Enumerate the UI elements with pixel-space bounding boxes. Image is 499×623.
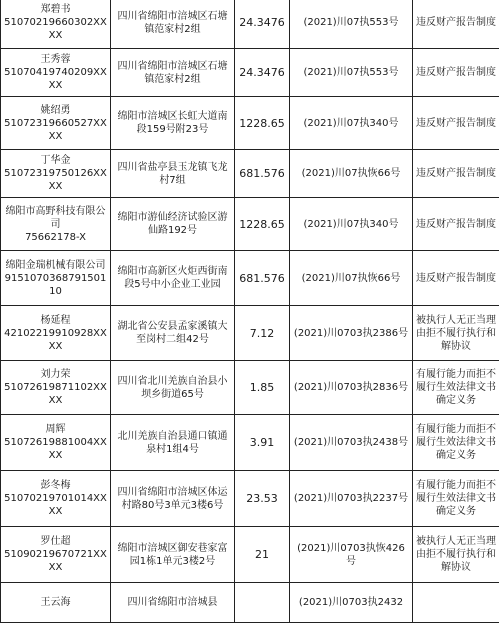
address-cell: 四川省绵阳市涪城区体运村路80号3单元3楼6号 bbox=[111, 471, 235, 527]
reason-cell bbox=[413, 583, 499, 623]
reason-cell: 违反财产报告制度 bbox=[413, 97, 499, 150]
table-row bbox=[1, 361, 499, 415]
reason-cell: 有履行能力而拒不履行生效法律文书确定义务 bbox=[413, 471, 499, 527]
person-id: 51070419740209XXXX bbox=[4, 66, 107, 92]
amount-cell: 24.3476 bbox=[235, 49, 290, 97]
table-row bbox=[1, 415, 499, 471]
address-cell: 绵阳市游仙经济试验区游仙路192号 bbox=[111, 198, 235, 251]
reason-cell: 被执行人无正当理由拒不履行执行和解协议 bbox=[413, 306, 499, 361]
table-row bbox=[1, 150, 499, 198]
case-number-cell: (2021)川07执340号 bbox=[290, 97, 413, 150]
table-row bbox=[1, 49, 499, 97]
person-cell bbox=[1, 583, 111, 623]
person-name: 姚绍勇 bbox=[4, 104, 107, 117]
case-number-cell: (2021)川07执340号 bbox=[290, 198, 413, 251]
person-name: 周辉 bbox=[4, 423, 107, 436]
person-cell bbox=[1, 251, 111, 306]
table-row bbox=[1, 97, 499, 150]
person-id: 51090219670721XXXX bbox=[4, 548, 107, 574]
reason-cell: 违反财产报告制度 bbox=[413, 251, 499, 306]
reason-cell: 被执行人无正当理由拒不履行执行和解协议 bbox=[413, 527, 499, 583]
person-id: 51070219660302XXXX bbox=[4, 16, 107, 42]
person-id: 915107036879150110 bbox=[4, 272, 107, 298]
amount-cell: 21 bbox=[235, 527, 290, 583]
amount-cell: 681.576 bbox=[235, 150, 290, 198]
case-number-cell: (2021)川07执553号 bbox=[290, 49, 413, 97]
amount-cell: 23.53 bbox=[235, 471, 290, 527]
person-cell bbox=[1, 361, 111, 415]
reason-cell: 违反财产报告制度 bbox=[413, 49, 499, 97]
person-name: 绵阳金瑞机械有限公司 bbox=[4, 259, 107, 272]
person-id: 51072619881004XXXX bbox=[4, 436, 107, 462]
case-number-cell: (2021)川0703执2386号 bbox=[290, 306, 413, 361]
person-id: 75662178-X bbox=[4, 231, 107, 244]
person-id: 42102219910928XXXX bbox=[4, 327, 107, 353]
amount-cell: 1228.65 bbox=[235, 198, 290, 251]
address-cell: 湖北省公安县孟家溪镇大至岗村二组42号 bbox=[111, 306, 235, 361]
address-cell: 绵阳市涪城区长虹大道南段159号附23号 bbox=[111, 97, 235, 150]
person-cell bbox=[1, 471, 111, 527]
case-number-cell: (2021)川0703执恢426号 bbox=[290, 527, 413, 583]
reason-cell: 违反财产报告制度 bbox=[413, 0, 499, 49]
person-name: 彭冬梅 bbox=[4, 479, 107, 492]
table-row bbox=[1, 306, 499, 361]
table-row bbox=[1, 0, 499, 49]
amount-cell bbox=[235, 583, 290, 623]
amount-cell: 3.91 bbox=[235, 415, 290, 471]
person-name: 郑碧书 bbox=[4, 3, 107, 16]
case-number-cell: (2021)川0703执2432 bbox=[290, 583, 413, 623]
case-number-cell: (2021)川07执553号 bbox=[290, 0, 413, 49]
table-row bbox=[1, 251, 499, 306]
address-cell: 绵阳市涪城区御安巷家富园1栋1单元3楼2号 bbox=[111, 527, 235, 583]
person-name: 王秀蓉 bbox=[4, 53, 107, 66]
case-number-cell: (2021)川07执恢66号 bbox=[290, 150, 413, 198]
person-id: 51070219701014XXXX bbox=[4, 492, 107, 518]
address-cell: 四川省绵阳市涪城区石塘镇范家村2组 bbox=[111, 0, 235, 49]
case-number-cell: (2021)川07执恢66号 bbox=[290, 251, 413, 306]
person-cell bbox=[1, 150, 111, 198]
person-name: 罗仕超 bbox=[4, 535, 107, 548]
person-cell bbox=[1, 198, 111, 251]
address-cell: 北川羌族自治县通口镇通泉村1组4号 bbox=[111, 415, 235, 471]
person-name: 绵阳市高野科技有限公司 bbox=[4, 205, 107, 231]
case-number-cell: (2021)川0703执2836号 bbox=[290, 361, 413, 415]
person-cell bbox=[1, 306, 111, 361]
reason-cell: 违反财产报告制度 bbox=[413, 198, 499, 251]
address-cell: 四川省北川羌族自治县小坝乡街道65号 bbox=[111, 361, 235, 415]
person-name: 刘力荣 bbox=[4, 368, 107, 381]
amount-cell: 1228.65 bbox=[235, 97, 290, 150]
amount-cell: 24.3476 bbox=[235, 0, 290, 49]
table-row bbox=[1, 198, 499, 251]
address-cell: 四川省绵阳市涪城县 bbox=[111, 583, 235, 623]
person-name: 丁华金 bbox=[4, 154, 107, 167]
person-id: 51072619871102XXXX bbox=[4, 381, 107, 407]
address-cell: 四川省绵阳市涪城区石塘镇范家村2组 bbox=[111, 49, 235, 97]
address-cell: 四川省盐亭县玉龙镇飞龙村7组 bbox=[111, 150, 235, 198]
person-name: 杨延程 bbox=[4, 314, 107, 327]
person-id: 51072319750126XXXX bbox=[4, 167, 107, 193]
person-name: 王云海 bbox=[4, 596, 107, 609]
person-cell bbox=[1, 527, 111, 583]
reason-cell: 违反财产报告制度 bbox=[413, 150, 499, 198]
case-number-cell: (2021)川0703执2237号 bbox=[290, 471, 413, 527]
amount-cell: 7.12 bbox=[235, 306, 290, 361]
case-number-cell: (2021)川0703执2438号 bbox=[290, 415, 413, 471]
amount-cell: 681.576 bbox=[235, 251, 290, 306]
reason-cell: 有履行能力而拒不履行生效法律文书确定义务 bbox=[413, 415, 499, 471]
reason-cell: 有履行能力而拒不履行生效法律文书确定义务 bbox=[413, 361, 499, 415]
person-cell bbox=[1, 49, 111, 97]
address-cell: 绵阳市高新区火炬西街南段5号中小企业工业园 bbox=[111, 251, 235, 306]
amount-cell: 1.85 bbox=[235, 361, 290, 415]
person-cell bbox=[1, 415, 111, 471]
table-row bbox=[1, 527, 499, 583]
person-cell bbox=[1, 97, 111, 150]
person-id: 51072319660527XXXX bbox=[4, 117, 107, 143]
table-row bbox=[1, 583, 499, 623]
table-row bbox=[1, 471, 499, 527]
person-cell bbox=[1, 0, 111, 49]
